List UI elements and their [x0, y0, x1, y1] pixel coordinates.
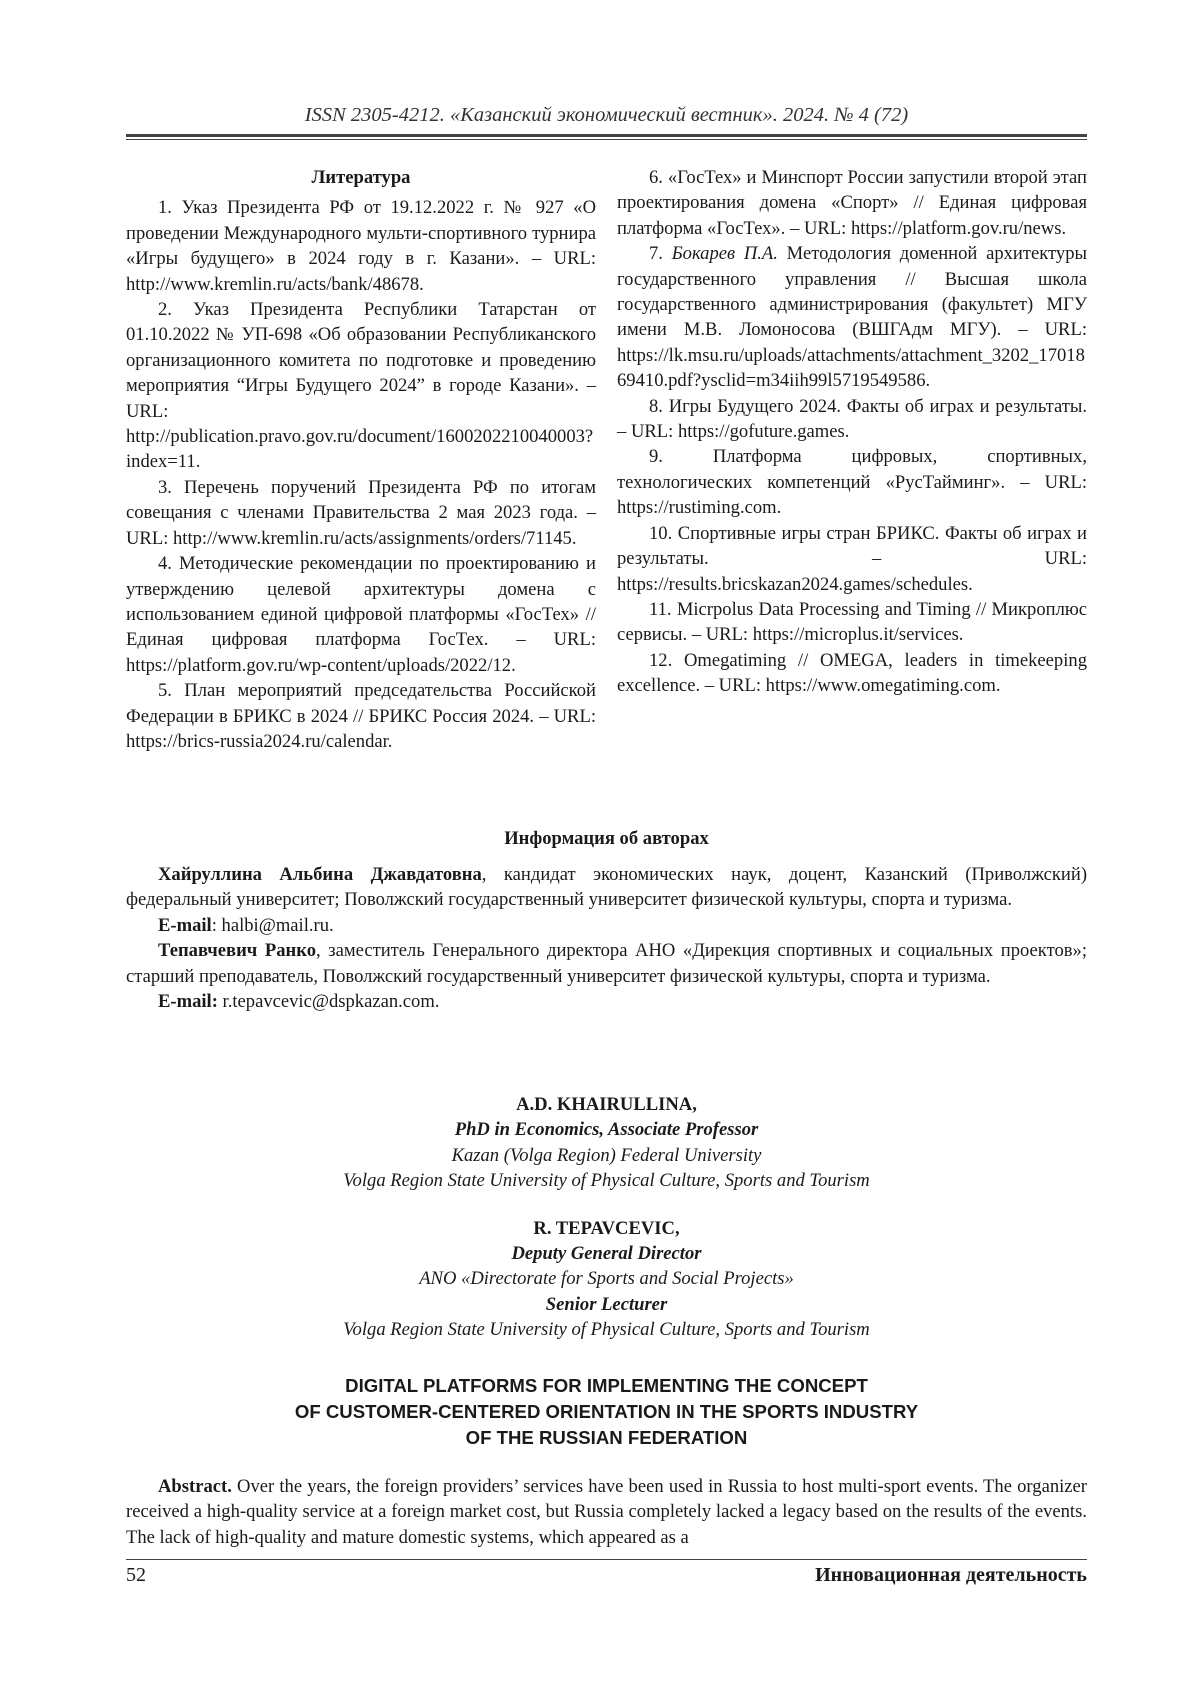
reference-item: 9. Платформа цифровых, спортивных, технологических компетенций «РусТайминг». – URL: https://rustiming.com. — [617, 446, 1087, 519]
title-line: OF THE RUSSIAN FEDERATION — [465, 1427, 748, 1448]
reference-item: 8. Игры Будущего 2024. Факты об играх и результаты. – URL: https://gofuture.games. — [617, 395, 1087, 443]
reference-item: 4. Методические рекомендации по проектированию и утверждению целевой архитектуры домена с использованием единой цифровой платформы «ГосТех» // Единая цифровая платформа ГосТех. – URL: https://platform.gov.ru/wp-content/uploads/2022/12. — [126, 553, 596, 676]
author-1-name: Хайруллина Альбина Джавдатовна — [158, 864, 482, 885]
references-right-column — [617, 165, 1087, 699]
abstract-text: Over the years, the foreign providers’ services have been used in Russia to host multi-sport events. The organizer received a high-quality service at a foreign market cost, but Russia completely lacked a legacy based on the results of the events. The lack of high-quality and mature domestic systems, which appeared as a — [126, 1476, 1087, 1548]
en-author-1-affiliation: Volga Region State University of Physical Culture, Sports and Tourism — [343, 1170, 870, 1192]
title-line: DIGITAL PLATFORMS FOR IMPLEMENTING THE CONCEPT — [345, 1375, 868, 1396]
reference-item: 5. План мероприятий председательства Российской Федерации в БРИКС в 2024 // БРИКС Россия 2024. – URL: https://brics-russia2024.ru/calendar. — [126, 680, 596, 752]
english-article-title — [126, 1373, 1087, 1451]
en-author-2-affiliation: Volga Region State University of Physical Culture, Sports and Tourism — [343, 1319, 870, 1341]
author-1-paragraph — [126, 862, 1087, 913]
page-number: 52 — [126, 1564, 146, 1586]
en-author-1-affiliation: Kazan (Volga Region) Federal University — [451, 1144, 762, 1166]
reference-item: 1. Указ Президента РФ от 19.12.2022 г. № 927 «О проведении Международного мульти-спортивного турнира «Игры будущего» в 2024 году в г. Казани». – URL: http://www.kremlin.ru/acts/bank/48678. — [126, 197, 596, 295]
section-title: Инновационная деятельность — [815, 1564, 1087, 1586]
en-author-2-affiliation: ANO «Directorate for Sports and Social Projects» — [419, 1268, 794, 1290]
running-head: ISSN 2305-4212. «Казанский экономический вестник». 2024. № 4 (72) — [304, 104, 909, 126]
reference-item: 6. «ГосТех» и Минспорт России запустили второй этап проектирования домена «Спорт» // Единая цифровая платформа «ГосТех». – URL: https://platform.gov.ru/news. — [617, 167, 1087, 239]
abstract — [126, 1474, 1087, 1550]
author-2-description: , заместитель Генерального директора АНО «Дирекция спортивных и социальных проектов»; старший преподаватель, Поволжский государственный университет физической культуры, спорта и туризма. — [126, 940, 1088, 987]
authors-info-heading: Информация об авторах — [504, 828, 709, 849]
reference-text: Методология доменной архитектуры государственного управления // Высшая школа государственного администрирования (факультет) МГУ имени М.В. Ломоносова (ВШГАдм МГУ). – URL: https://lk.msu.ru/uploads/attachments/attachment_3202_1701869410.pdf?ysclid=m34iih99l5719549586. — [617, 243, 1088, 392]
en-author-2-name: R. TEPAVCEVIC, — [533, 1217, 680, 1239]
title-line: OF CUSTOMER-CENTERED ORIENTATION IN THE SPORTS INDUSTRY — [294, 1401, 919, 1422]
author-2-name: Тепавчевич Ранко — [158, 940, 317, 962]
header-rule-thin — [126, 139, 1087, 140]
footer-rule — [126, 1559, 1087, 1560]
reference-item — [617, 241, 1087, 393]
en-author-2-position: Senior Lecturer — [545, 1293, 668, 1315]
author-2-paragraph — [126, 938, 1087, 989]
en-author-1-degree: PhD in Economics, Associate Professor — [454, 1119, 759, 1141]
author-1-email: : halbi@mail.ru. — [211, 914, 334, 936]
reference-number: 7. — [649, 243, 663, 265]
abstract-label: Abstract. — [158, 1476, 232, 1497]
authors-info — [126, 862, 1087, 1014]
en-author-1-name: A.D. KHAIRULLINA, — [516, 1094, 697, 1115]
header-rule — [126, 134, 1087, 137]
reference-item: 10. Спортивные игры стран БРИКС. Факты об играх и результаты. – URL: https://results.bricskazan2024.games/schedules. — [617, 522, 1087, 595]
reference-item: 2. Указ Президента Республики Татарстан от 01.10.2022 № УП-698 «Об образовании Республиканского организационного комитета по подготовке и проведению мероприятия “Игры Будущего 2024” в городе Казани». – URL: http://publication.pravo.gov.ru/document/1600202210040003?index=11. — [126, 299, 596, 473]
english-authors — [126, 1092, 1087, 1343]
references-left-column — [126, 165, 596, 754]
reference-item: 3. Перечень поручений Президента РФ по итогам совещания с членами Правительства 2 мая 2023 года. – URL: http://www.kremlin.ru/acts/assignments/orders/71145. — [126, 476, 596, 549]
email-label: E-mail: — [158, 991, 218, 1013]
reference-item: 11. Micrpolus Data Processing and Timing // Микроплюс сервисы. – URL: https://microplus.it/services. — [617, 598, 1087, 646]
author-1-email-line — [126, 913, 1087, 938]
email-label: E-mail — [158, 914, 212, 936]
author-2-email: r.tepavcevic@dspkazan.com. — [217, 991, 440, 1013]
references-heading: Литература — [311, 167, 411, 188]
author-2-email-line — [126, 989, 1087, 1014]
reference-author: Бокарев П.А. — [671, 243, 778, 265]
en-author-2-position: Deputy General Director — [511, 1243, 702, 1265]
author-1-description: , кандидат экономических наук, доцент, Казанский (Приволжский) федеральный университет; Поволжский государственный университет физической культуры, спорта и туризма. — [126, 864, 1088, 911]
reference-item: 12. Omegatiming // OMEGA, leaders in timekeeping excellence. – URL: https://www.omegatiming.com. — [617, 649, 1087, 697]
